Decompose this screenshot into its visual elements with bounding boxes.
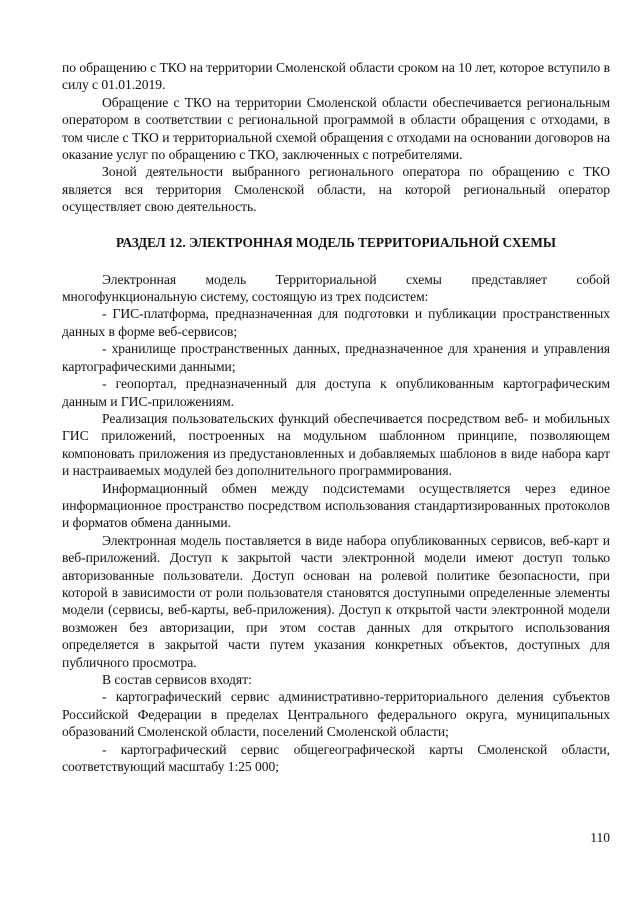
paragraph-information-exchange: Информационный обмен между подсистемами осуществляется через единое информационное пространство посредством использования стандартизированных протоколов и форматов обмена данными. [62, 480, 610, 531]
paragraph-user-functions: Реализация пользовательских функций обеспечивается посредством веб- и мобильных ГИС приложений, построенных на модульном шаблонном принципе, позволяющем компоновать приложения из предустановленных и добавляемых шаблонов в виде набора карт и настраиваемых модулей без дополнительного программирования. [62, 410, 610, 479]
list-item-geoportal: - геопортал, предназначенный для доступа к опубликованным картографическим данным и ГИС-приложениям. [62, 376, 610, 409]
page-number: 110 [590, 830, 610, 845]
list-item-geographic-map-service: - картографический сервис общегеографической карты Смоленской области, соответствующий масштабу 1:25 000; [62, 741, 610, 775]
list-item-admin-division-service: - картографический сервис административно-территориального деления субъектов Российской Федерации в пределах Центрального федерального округа, муниципальных образований Смоленской области, поселений Смоленской области; [62, 689, 610, 740]
paragraph-model-intro: Электронная модель Территориальной схемы представляет собой многофункциональную систему, состоящую из трех подсистем: [62, 271, 610, 305]
paragraph-tko-operator: Обращение с ТКО на территории Смоленской области обеспечивается региональным оператором в соответствии с региональной программой в области обращения с отходами, в том числе с ТКО и территориальной схемой обращения с отходами на основании договоров на оказание услуг по обращению с ТКО, заключенных с потребителями. [62, 94, 610, 163]
paragraph-operator-zone: Зоной деятельности выбранного регионального оператора по обращению с ТКО является вся территория Смоленской области, на которой региональный оператор осуществляет свою деятельность. [62, 164, 610, 215]
page-body [62, 59, 610, 775]
paragraph-continuation: по обращению с ТКО на территории Смоленской области сроком на 10 лет, которое вступило в силу с 01.01.2019. [62, 60, 610, 93]
paragraph-model-delivery: Электронная модель поставляется в виде набора опубликованных сервисов, веб-карт и веб-приложений. Доступ к закрытой части электронной модели имеют доступ только авторизованные пользователи. Доступ основан на ролевой политике безопасности, при которой в зависимости от роли пользователя становятся доступными определенные элементы модели (сервисы, веб-карты, веб-приложения). Доступ к открытой части электронной модели возможен без авторизации, при этом состав данных для открытого использования определяется в закрытой части путем указания конкретных объектов, доступных для публичного просмотра. [62, 532, 610, 670]
list-item-data-storage: - хранилище пространственных данных, предназначенное для хранения и управления картографическими данными; [62, 341, 610, 374]
list-item-gis-platform: - ГИС-платформа, предназначенная для подготовки и публикации пространственных данных в форме веб-сервисов; [62, 306, 610, 339]
section-heading: РАЗДЕЛ 12. ЭЛЕКТРОННАЯ МОДЕЛЬ ТЕРРИТОРИАЛЬНОЙ СХЕМЫ [116, 234, 556, 250]
paragraph-services-intro: В состав сервисов входят: [102, 672, 252, 687]
